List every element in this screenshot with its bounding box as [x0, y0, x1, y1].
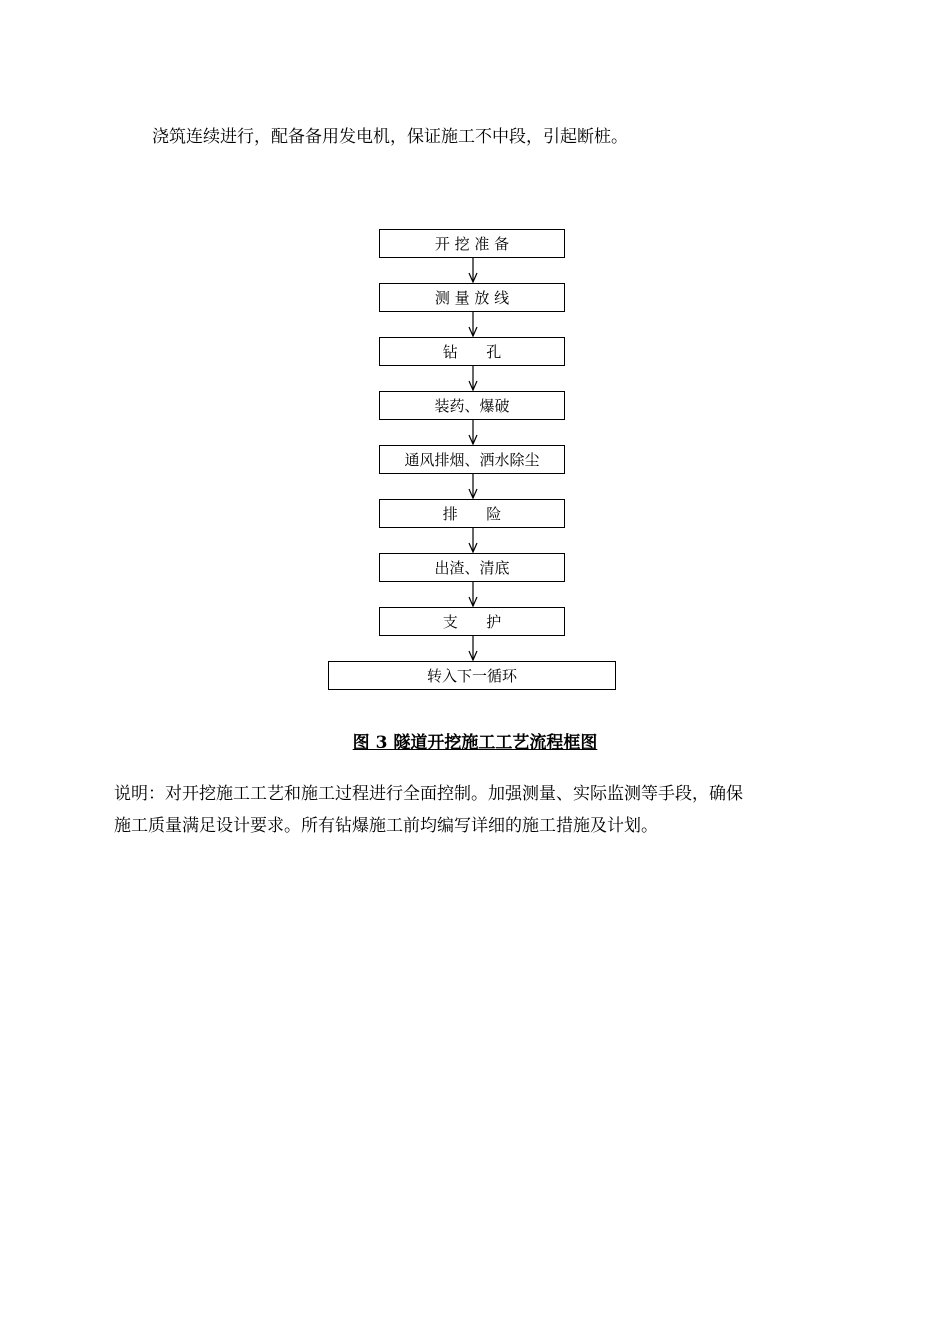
flow-step-hazard-removal: 排 险 — [379, 499, 565, 528]
flow-arrow-icon — [467, 420, 479, 446]
flow-arrow-icon — [467, 636, 479, 662]
flow-step-survey-layout: 测 量 放 线 — [379, 283, 565, 312]
note-line-1: 说明：对开挖施工工艺和施工过程进行全面控制。加强测量、实际监测等手段，确保 — [114, 784, 743, 804]
flow-arrow-icon — [467, 474, 479, 500]
flow-step-mucking-cleaning: 出渣、清底 — [379, 553, 565, 582]
flow-step-excavation-prep: 开 挖 准 备 — [379, 229, 565, 258]
flow-step-support: 支 护 — [379, 607, 565, 636]
top-paragraph: 浇筑连续进行，配备备用发电机，保证施工不中段，引起断桩。 — [152, 127, 628, 147]
note-paragraph — [114, 778, 844, 842]
flow-arrow-icon — [467, 582, 479, 608]
note-line-2: 施工质量满足设计要求。所有钻爆施工前均编写详细的施工措施及计划。 — [114, 816, 658, 836]
flow-arrow-icon — [467, 258, 479, 284]
flow-step-charging-blasting: 装药、爆破 — [379, 391, 565, 420]
flow-step-next-cycle: 转入下一循环 — [328, 661, 616, 690]
flow-arrow-icon — [467, 528, 479, 554]
figure-caption: 图 3 隧道开挖施工工艺流程框图 — [352, 733, 598, 753]
flow-arrow-icon — [467, 366, 479, 392]
flow-arrow-icon — [467, 312, 479, 338]
flow-step-drilling: 钻 孔 — [379, 337, 565, 366]
flow-step-ventilation-dust: 通风排烟、洒水除尘 — [379, 445, 565, 474]
